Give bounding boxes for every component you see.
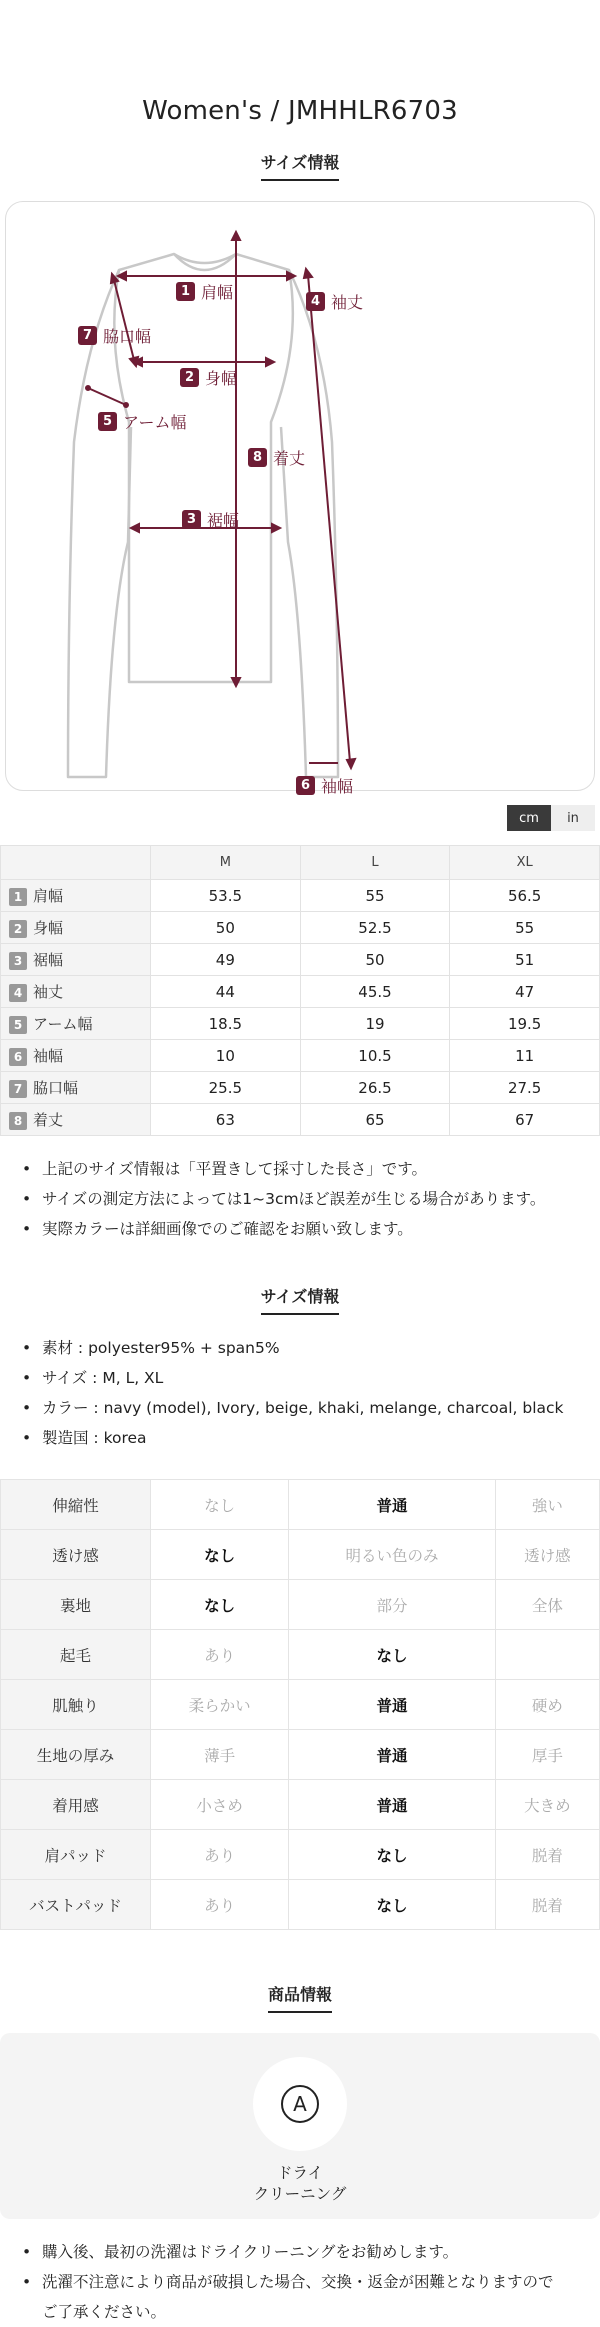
table-row	[1, 1580, 600, 1630]
table-cell: 44	[151, 976, 301, 1008]
table-row	[1, 1880, 600, 1930]
table-row	[1, 1008, 600, 1040]
table-cell: 67	[450, 1104, 600, 1136]
table-row	[1, 1830, 600, 1880]
list-item: • 上記のサイズ情報は「平置きして採寸した長さ」です。	[20, 1154, 600, 1184]
product-section-header	[0, 1982, 600, 2013]
table-cell: 19.5	[450, 1008, 600, 1040]
fabric-row-label: 着用感	[1, 1780, 151, 1830]
list-item: • 実際カラーは詳細画像でのご確認をお願い致します。	[20, 1214, 600, 1244]
fabric-option: あり	[151, 1880, 289, 1930]
fabric-option: 普通	[289, 1680, 495, 1730]
size-notes	[0, 1136, 600, 1244]
list-item: • 製造国 : korea	[20, 1423, 600, 1453]
fabric-row-label: 伸縮性	[1, 1480, 151, 1530]
table-cell: 25.5	[151, 1072, 301, 1104]
table-cell: 55	[450, 912, 600, 944]
product-title: Women's / JMHHLR6703	[142, 96, 458, 126]
table-row	[1, 880, 600, 912]
table-row	[1, 1680, 600, 1730]
diagram-label-4: 4 袖丈	[306, 290, 363, 313]
diagram-label-5: 5 アーム幅	[98, 410, 187, 433]
fabric-option: あり	[151, 1830, 289, 1880]
fabric-row-label: 起毛	[1, 1630, 151, 1680]
table-row	[1, 1104, 600, 1136]
list-item: • 素材 : polyester95% + span5%	[20, 1333, 600, 1363]
table-cell: 47	[450, 976, 600, 1008]
fabric-row-label: バストパッド	[1, 1880, 151, 1930]
row-label: 7 脇口幅	[1, 1072, 151, 1104]
size-column-l: L	[300, 846, 450, 880]
table-row	[1, 1040, 600, 1072]
fabric-row-label: 裏地	[1, 1580, 151, 1630]
table-row	[1, 1480, 600, 1530]
fabric-option: 厚手	[495, 1730, 599, 1780]
material-list	[0, 1315, 600, 1453]
product-section-title: 商品情報	[268, 1982, 332, 2013]
table-cell: 52.5	[300, 912, 450, 944]
diagram-label-2: 2 身幅	[180, 366, 237, 389]
list-item: • サイズの測定方法によっては1~3cmほど誤差が生じる場合があります。	[20, 1184, 600, 1214]
fabric-table	[0, 1479, 600, 1930]
table-cell: 49	[151, 944, 301, 976]
fabric-option: 普通	[289, 1730, 495, 1780]
material-section-header	[0, 1284, 600, 1315]
fabric-row-label: 肩パッド	[1, 1830, 151, 1880]
list-item: • カラー : navy (model), Ivory, beige, khaki, melange, charcoal, black	[20, 1393, 600, 1423]
fabric-option: 大きめ	[495, 1780, 599, 1830]
fabric-option: 普通	[289, 1480, 495, 1530]
row-label: 4 袖丈	[1, 976, 151, 1008]
fabric-option: 明るい色のみ	[289, 1530, 495, 1580]
row-label: 1 肩幅	[1, 880, 151, 912]
table-row	[1, 976, 600, 1008]
fabric-option: 小さめ	[151, 1780, 289, 1830]
fabric-option: 強い	[495, 1480, 599, 1530]
fabric-option: 薄手	[151, 1730, 289, 1780]
care-notes	[0, 2219, 600, 2327]
row-label: 2 身幅	[1, 912, 151, 944]
fabric-option: 全体	[495, 1580, 599, 1630]
fabric-row-label: 生地の厚み	[1, 1730, 151, 1780]
table-cell: 53.5	[151, 880, 301, 912]
unit-toggle	[0, 805, 595, 833]
table-row	[1, 944, 600, 976]
size-table	[0, 845, 600, 1136]
list-item: • 洗濯不注意により商品が破損した場合、交換・返金が困難となりますので ご了承ください。	[20, 2267, 600, 2327]
table-cell: 27.5	[450, 1072, 600, 1104]
size-column-xl: XL	[450, 846, 600, 880]
unit-cm-button[interactable]: cm	[507, 805, 551, 831]
fabric-option: なし	[289, 1630, 495, 1680]
diagram-label-8: 8 着丈	[248, 446, 305, 469]
list-item: • 購入後、最初の洗濯はドライクリーニングをお勧めします。	[20, 2237, 600, 2267]
diagram-label-1: 1 肩幅	[176, 280, 233, 303]
table-cell: 50	[300, 944, 450, 976]
table-row	[1, 1630, 600, 1680]
table-row	[1, 1072, 600, 1104]
fabric-option: 脱着	[495, 1880, 599, 1930]
table-cell: 55	[300, 880, 450, 912]
fabric-option: なし	[289, 1830, 495, 1880]
table-cell: 10	[151, 1040, 301, 1072]
diagram-label-6: 6 袖幅	[296, 774, 353, 797]
row-label: 5 アーム幅	[1, 1008, 151, 1040]
size-section-title: サイズ情報	[261, 150, 340, 181]
table-cell: 18.5	[151, 1008, 301, 1040]
row-label: 3 裾幅	[1, 944, 151, 976]
diagram-label-7: 7 脇口幅	[78, 324, 151, 347]
unit-in-button[interactable]: in	[551, 805, 595, 831]
fabric-option: 柔らかい	[151, 1680, 289, 1730]
table-cell: 10.5	[300, 1040, 450, 1072]
table-row	[1, 1530, 600, 1580]
table-cell: 26.5	[300, 1072, 450, 1104]
table-cell: 56.5	[450, 880, 600, 912]
fabric-option	[495, 1630, 599, 1680]
table-row	[1, 1780, 600, 1830]
fabric-option: あり	[151, 1630, 289, 1680]
material-section-title: サイズ情報	[261, 1284, 340, 1315]
table-row	[1, 1730, 600, 1780]
fabric-option: なし	[151, 1580, 289, 1630]
fabric-option: なし	[151, 1530, 289, 1580]
care-label: ドライ クリーニング	[253, 2164, 347, 2203]
care-box	[0, 2033, 600, 2219]
dry-clean-icon: A	[253, 2057, 347, 2151]
size-table-header	[1, 846, 600, 880]
fabric-option: 透け感	[495, 1530, 599, 1580]
fabric-option: 脱着	[495, 1830, 599, 1880]
fabric-row-label: 肌触り	[1, 1680, 151, 1730]
fabric-option: なし	[289, 1880, 495, 1930]
size-table-corner	[1, 846, 151, 880]
garment-outline	[6, 202, 596, 792]
fabric-option: なし	[151, 1480, 289, 1530]
table-cell: 45.5	[300, 976, 450, 1008]
size-section-header	[0, 150, 600, 181]
size-diagram	[5, 201, 595, 796]
table-cell: 63	[151, 1104, 301, 1136]
table-row	[1, 912, 600, 944]
table-cell: 11	[450, 1040, 600, 1072]
row-label: 8 着丈	[1, 1104, 151, 1136]
fabric-option: 普通	[289, 1780, 495, 1830]
table-cell: 51	[450, 944, 600, 976]
table-cell: 50	[151, 912, 301, 944]
fabric-option: 硬め	[495, 1680, 599, 1730]
list-item: • サイズ : M, L, XL	[20, 1363, 600, 1393]
table-cell: 65	[300, 1104, 450, 1136]
diagram-label-3: 3 裾幅	[182, 508, 239, 531]
row-label: 6 袖幅	[1, 1040, 151, 1072]
fabric-option: 部分	[289, 1580, 495, 1630]
size-column-m: M	[151, 846, 301, 880]
fabric-row-label: 透け感	[1, 1530, 151, 1580]
table-cell: 19	[300, 1008, 450, 1040]
